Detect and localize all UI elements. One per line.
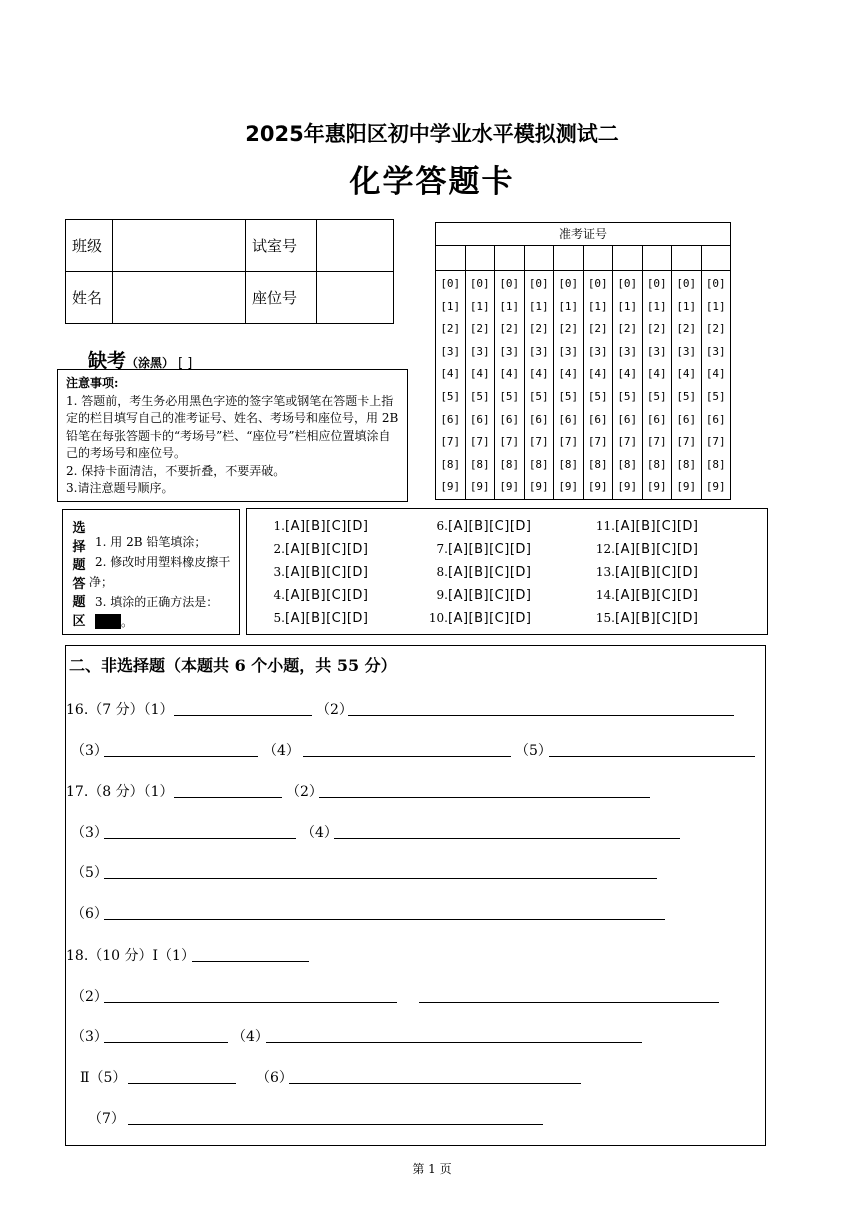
digit-bubble[interactable]: [3] [617,344,638,358]
vertical-char: 题 [72,558,86,573]
q18-6-answer-line[interactable] [289,1083,581,1084]
digit-bubble[interactable]: [2] [558,322,579,336]
choice-area-label [71,520,87,631]
digit-write-cell[interactable] [613,246,643,270]
digit-bubble[interactable]: [8] [705,457,726,471]
vertical-char: 题 [72,595,86,610]
answer-options[interactable]: [A][B][C][D] [615,588,699,603]
filled-bubble-example [95,614,121,629]
digit-bubble[interactable]: [4] [646,367,667,381]
digit-bubble[interactable]: [8] [499,457,520,471]
digit-bubble[interactable]: [0] [469,277,490,290]
answer-options[interactable]: [A][B][C][D] [615,611,699,626]
q18-3-answer-line[interactable] [104,1042,228,1043]
question-number: 12. [595,542,615,556]
answer-row [410,515,531,538]
digit-write-cell[interactable] [554,246,584,270]
answer-options[interactable]: [A][B][C][D] [448,519,532,534]
q17-1-answer-line[interactable] [174,797,282,798]
digit-bubble[interactable]: [0] [587,277,608,290]
digit-bubble[interactable]: [4] [558,367,579,381]
absent-label: 缺考 [88,350,127,372]
digit-bubble[interactable]: [1] [676,299,697,313]
digit-bubble[interactable]: [8] [617,457,638,471]
answer-column-3 [577,515,698,630]
digit-bubble[interactable]: [3] [676,344,697,358]
answer-options[interactable]: [A][B][C][D] [615,519,699,534]
vertical-char: 选 [72,521,86,536]
digit-column [613,271,643,499]
digit-write-cell[interactable] [643,246,673,270]
q18-2-label: （2） [71,989,108,1005]
question-number: 13. [595,565,615,579]
answer-row [247,607,368,630]
q18-4-label: （4） [232,1029,269,1045]
digit-column [584,271,614,499]
q16-4-answer-line[interactable] [303,756,511,757]
digit-bubble[interactable]: [3] [499,344,520,358]
digit-bubble[interactable]: [4] [469,367,490,381]
digit-bubble[interactable]: [5] [558,389,579,403]
answer-options[interactable]: [A][B][C][D] [615,565,699,580]
q16-5-answer-line[interactable] [549,756,755,757]
digit-bubble[interactable]: [9] [676,480,697,494]
class-label: 班级 [66,220,113,272]
answer-row [577,607,698,630]
answer-row [247,515,368,538]
digit-bubble[interactable]: [0] [499,277,520,290]
question-number: 8. [436,565,448,579]
vertical-char: 区 [72,613,86,629]
digit-bubble[interactable]: [5] [469,389,490,403]
answer-options[interactable]: [A][B][C][D] [448,542,532,557]
digit-bubble[interactable]: [1] [469,299,490,313]
digit-bubble[interactable]: [7] [676,435,697,449]
admission-number-title: 准考证号 [436,223,730,246]
digit-bubble[interactable]: [7] [528,435,549,449]
answer-options[interactable]: [A][B][C][D] [285,611,369,626]
q17-label: 17.（8 分）（1） [66,784,174,800]
digit-bubble[interactable]: [8] [676,457,697,471]
room-label: 试室号 [246,220,317,272]
seat-field[interactable] [317,272,394,324]
q16-3-answer-line[interactable] [104,756,258,757]
notice-box [57,369,408,502]
absent-box[interactable]: [ ] [178,356,193,371]
digit-bubble[interactable]: [0] [705,277,726,290]
q18-3-label: （3） [71,1029,108,1045]
q16-4-label: （4） [263,743,300,759]
digit-bubble[interactable]: [7] [646,435,667,449]
answer-options[interactable]: [A][B][C][D] [285,565,369,580]
digit-bubble[interactable]: [3] [646,344,667,358]
q18-7-answer-line[interactable] [128,1124,543,1125]
digit-column [495,271,525,499]
q18-5-answer-line[interactable] [128,1083,236,1084]
question-number: 5. [273,611,285,625]
absent-note: （涂黑） [126,356,175,370]
digit-column [672,271,702,499]
digit-bubble[interactable]: [9] [646,480,667,494]
q18-5-label: Ⅱ（5） [80,1070,127,1086]
digit-bubble[interactable]: [1] [617,299,638,313]
card-subtitle: 化学答题卡 [349,164,515,200]
q17-3-answer-line[interactable] [104,838,296,839]
answer-row [247,584,368,607]
digit-bubble[interactable]: [1] [499,299,520,313]
vertical-char: 答 [72,576,86,592]
answer-options[interactable]: [A][B][C][D] [285,588,369,603]
digit-bubble[interactable]: [6] [528,412,549,426]
q17-4-answer-line[interactable] [334,838,680,839]
q17-5-answer-line[interactable] [104,878,657,879]
digit-bubble[interactable]: [9] [528,480,549,494]
question-number: 2. [273,542,285,556]
digit-write-cell[interactable] [525,246,555,270]
answer-options[interactable]: [A][B][C][D] [615,542,699,557]
digit-bubble[interactable]: [5] [499,389,520,403]
choice-instructions-box [62,509,240,635]
digit-bubble[interactable]: [4] [617,367,638,381]
choice-rule-3-end: 。 [121,615,134,629]
digit-column [643,271,673,499]
answer-options[interactable]: [A][B][C][D] [448,565,532,580]
digit-bubble[interactable]: [0] [558,277,579,290]
q18-7-label: （7） [88,1111,125,1127]
q18-2a-answer-line[interactable] [104,1002,397,1003]
question-number: 9. [436,588,448,602]
answer-options[interactable]: [A][B][C][D] [448,588,532,603]
digit-bubble[interactable]: [2] [587,322,608,336]
digit-column [466,271,496,499]
digit-column [436,271,466,499]
digit-bubble[interactable]: [9] [469,480,490,494]
digit-bubble[interactable]: [4] [676,367,697,381]
question-number: 6. [436,519,448,533]
q16-1-answer-line[interactable] [174,715,312,716]
q16-2-label: （2） [316,702,353,718]
question-number: 3. [273,565,285,579]
answer-row [410,538,531,561]
notice-item-1: 1. 答题前，考生务必用黑色字迹的签字笔或钢笔在答题卡上指定的栏目填写自己的准考证号、姓名、考场号和座位号，用 2B 铅笔在每张答题卡的“考场号”栏、“座位号”栏相应位置填涂自己的考场号和座位号。 [66,393,399,460]
admission-number-write-row [436,246,730,271]
name-label: 姓名 [66,272,113,324]
q16-label: 16.（7 分）（1） [66,702,174,718]
digit-bubble[interactable]: [3] [469,344,490,358]
notice-item-3: 3.请注意题号顺序。 [66,481,174,495]
digit-bubble[interactable]: [5] [676,389,697,403]
digit-bubble[interactable]: [4] [587,367,608,381]
question-number: 11. [595,519,615,533]
digit-bubble[interactable]: [5] [646,389,667,403]
answer-row [577,561,698,584]
digit-bubble[interactable]: [1] [440,299,461,313]
digit-bubble[interactable]: [7] [705,435,726,449]
digit-bubble[interactable]: [3] [528,344,549,358]
digit-bubble[interactable]: [6] [705,412,726,426]
digit-bubble[interactable]: [7] [587,435,608,449]
q17-6-label: （6） [71,906,108,922]
digit-bubble[interactable]: [0] [528,277,549,290]
answer-column-1 [247,515,368,630]
question-number: 7. [436,542,448,556]
answer-row [577,538,698,561]
q18-label: 18.（10 分）Ⅰ（1） [66,948,195,964]
answer-row [577,515,698,538]
answer-row [410,607,531,630]
answer-row [247,538,368,561]
non-choice-section [65,645,766,1146]
digit-column [554,271,584,499]
vertical-char: 择 [72,539,86,555]
notice-item-2: 2. 保持卡面清洁，不要折叠，不要弄破。 [66,463,286,478]
notice-heading: 注意事项: [66,376,119,390]
digit-bubble[interactable]: [1] [705,299,726,313]
digit-bubble[interactable]: [9] [617,480,638,494]
question-number: 10. [428,611,448,625]
digit-bubble[interactable]: [9] [440,480,461,494]
digit-bubble[interactable]: [8] [469,457,490,471]
answer-row [577,584,698,607]
choice-rule-3 [89,592,237,632]
digit-bubble[interactable]: [6] [499,412,520,426]
digit-bubble[interactable]: [2] [705,322,726,336]
digit-bubble[interactable]: [2] [646,322,667,336]
exam-title: 2025年惠阳区初中学业水平模拟测试二 [245,122,619,146]
digit-bubble[interactable]: [2] [676,322,697,336]
digit-bubble[interactable]: [1] [646,299,667,313]
digit-bubble[interactable]: [5] [705,389,726,403]
digit-bubble[interactable]: [6] [646,412,667,426]
answer-options[interactable]: [A][B][C][D] [285,542,369,557]
digit-bubble[interactable]: [5] [587,389,608,403]
digit-bubble[interactable]: [8] [646,457,667,471]
digit-bubble[interactable]: [3] [587,344,608,358]
digit-bubble[interactable]: [1] [528,299,549,313]
digit-bubble[interactable]: [3] [705,344,726,358]
q16-2-answer-line[interactable] [348,715,734,716]
digit-bubble[interactable]: [7] [469,435,490,449]
digit-bubble[interactable]: [7] [558,435,579,449]
digit-bubble[interactable]: [6] [617,412,638,426]
q17-3-label: （3） [71,825,108,841]
answer-column-2 [410,515,531,630]
digit-bubble[interactable]: [5] [528,389,549,403]
question-number: 1. [273,519,285,533]
digit-bubble[interactable]: [6] [587,412,608,426]
digit-bubble[interactable]: [9] [705,480,726,494]
digit-bubble[interactable]: [4] [499,367,520,381]
digit-bubble[interactable]: [9] [499,480,520,494]
answer-options[interactable]: [A][B][C][D] [448,611,532,626]
digit-bubble[interactable]: [0] [440,277,461,290]
digit-column [702,271,731,499]
digit-bubble[interactable]: [7] [440,435,461,449]
digit-bubble[interactable]: [0] [646,277,667,290]
question-number: 4. [273,588,285,602]
q16-5-label: （5） [515,743,552,759]
question-number: 15. [595,611,615,625]
digit-write-cell[interactable] [495,246,525,270]
q17-6-answer-line[interactable] [104,919,665,920]
digit-write-cell[interactable] [466,246,496,270]
digit-bubble[interactable]: [6] [469,412,490,426]
answer-row [410,584,531,607]
digit-bubble[interactable]: [0] [676,277,697,290]
q18-6-label: （6） [256,1070,293,1086]
q18-1-answer-line[interactable] [192,961,309,962]
digit-bubble[interactable]: [2] [469,322,490,336]
choice-rule-1: 1. 用 2B 铅笔填涂； [95,535,207,549]
digit-bubble[interactable]: [4] [440,367,461,381]
seat-label: 座位号 [246,272,317,324]
room-field[interactable] [317,220,394,272]
question-number: 14. [595,588,615,602]
choice-rule-3-text: 3. 填涂的正确方法是： [95,595,219,609]
choice-rules [89,532,237,632]
digit-bubble[interactable]: [5] [440,389,461,403]
digit-bubble[interactable]: [8] [587,457,608,471]
q17-2-answer-line[interactable] [319,797,650,798]
digit-bubble[interactable]: [4] [528,367,549,381]
name-field[interactable] [113,272,246,324]
digit-bubble[interactable]: [2] [617,322,638,336]
digit-bubble[interactable]: [8] [528,457,549,471]
answer-row [247,561,368,584]
q16-3-label: （3） [71,743,108,759]
class-field[interactable] [113,220,246,272]
digit-write-cell[interactable] [702,246,731,270]
q17-2-label: （2） [286,784,323,800]
digit-bubble[interactable]: [0] [617,277,638,290]
digit-bubble[interactable]: [7] [617,435,638,449]
digit-bubble-columns [436,271,730,499]
digit-bubble[interactable]: [2] [528,322,549,336]
digit-bubble[interactable]: [7] [499,435,520,449]
digit-bubble[interactable]: [2] [499,322,520,336]
answer-options[interactable]: [A][B][C][D] [285,519,369,534]
digit-bubble[interactable]: [6] [676,412,697,426]
digit-bubble[interactable]: [5] [617,389,638,403]
digit-bubble[interactable]: [4] [705,367,726,381]
digit-bubble[interactable]: [9] [587,480,608,494]
q18-2b-answer-line[interactable] [419,1002,719,1003]
digit-column [525,271,555,499]
digit-bubble[interactable]: [8] [440,457,461,471]
admission-number-grid [435,222,731,500]
digit-bubble[interactable]: [6] [440,412,461,426]
digit-bubble[interactable]: [8] [558,457,579,471]
q18-4-answer-line[interactable] [266,1042,642,1043]
digit-bubble[interactable]: [3] [440,344,461,358]
digit-bubble[interactable]: [3] [558,344,579,358]
digit-write-cell[interactable] [436,246,466,270]
answer-row [410,561,531,584]
section-title: 二、非选择题（本题共 6 个小题，共 55 分） [69,656,397,675]
digit-bubble[interactable]: [9] [558,480,579,494]
page-number: 第 1 页 [412,1162,452,1176]
q17-5-label: （5） [71,865,108,881]
q17-4-label: （4） [301,825,338,841]
digit-bubble[interactable]: [6] [558,412,579,426]
multiple-choice-answer-grid [246,508,768,635]
digit-write-cell[interactable] [584,246,614,270]
digit-bubble[interactable]: [1] [587,299,608,313]
student-info-table [65,219,394,324]
choice-rule-2: 2. 修改时用塑料橡皮擦干净； [89,555,231,589]
digit-bubble[interactable]: [2] [440,322,461,336]
digit-bubble[interactable]: [1] [558,299,579,313]
digit-write-cell[interactable] [672,246,702,270]
